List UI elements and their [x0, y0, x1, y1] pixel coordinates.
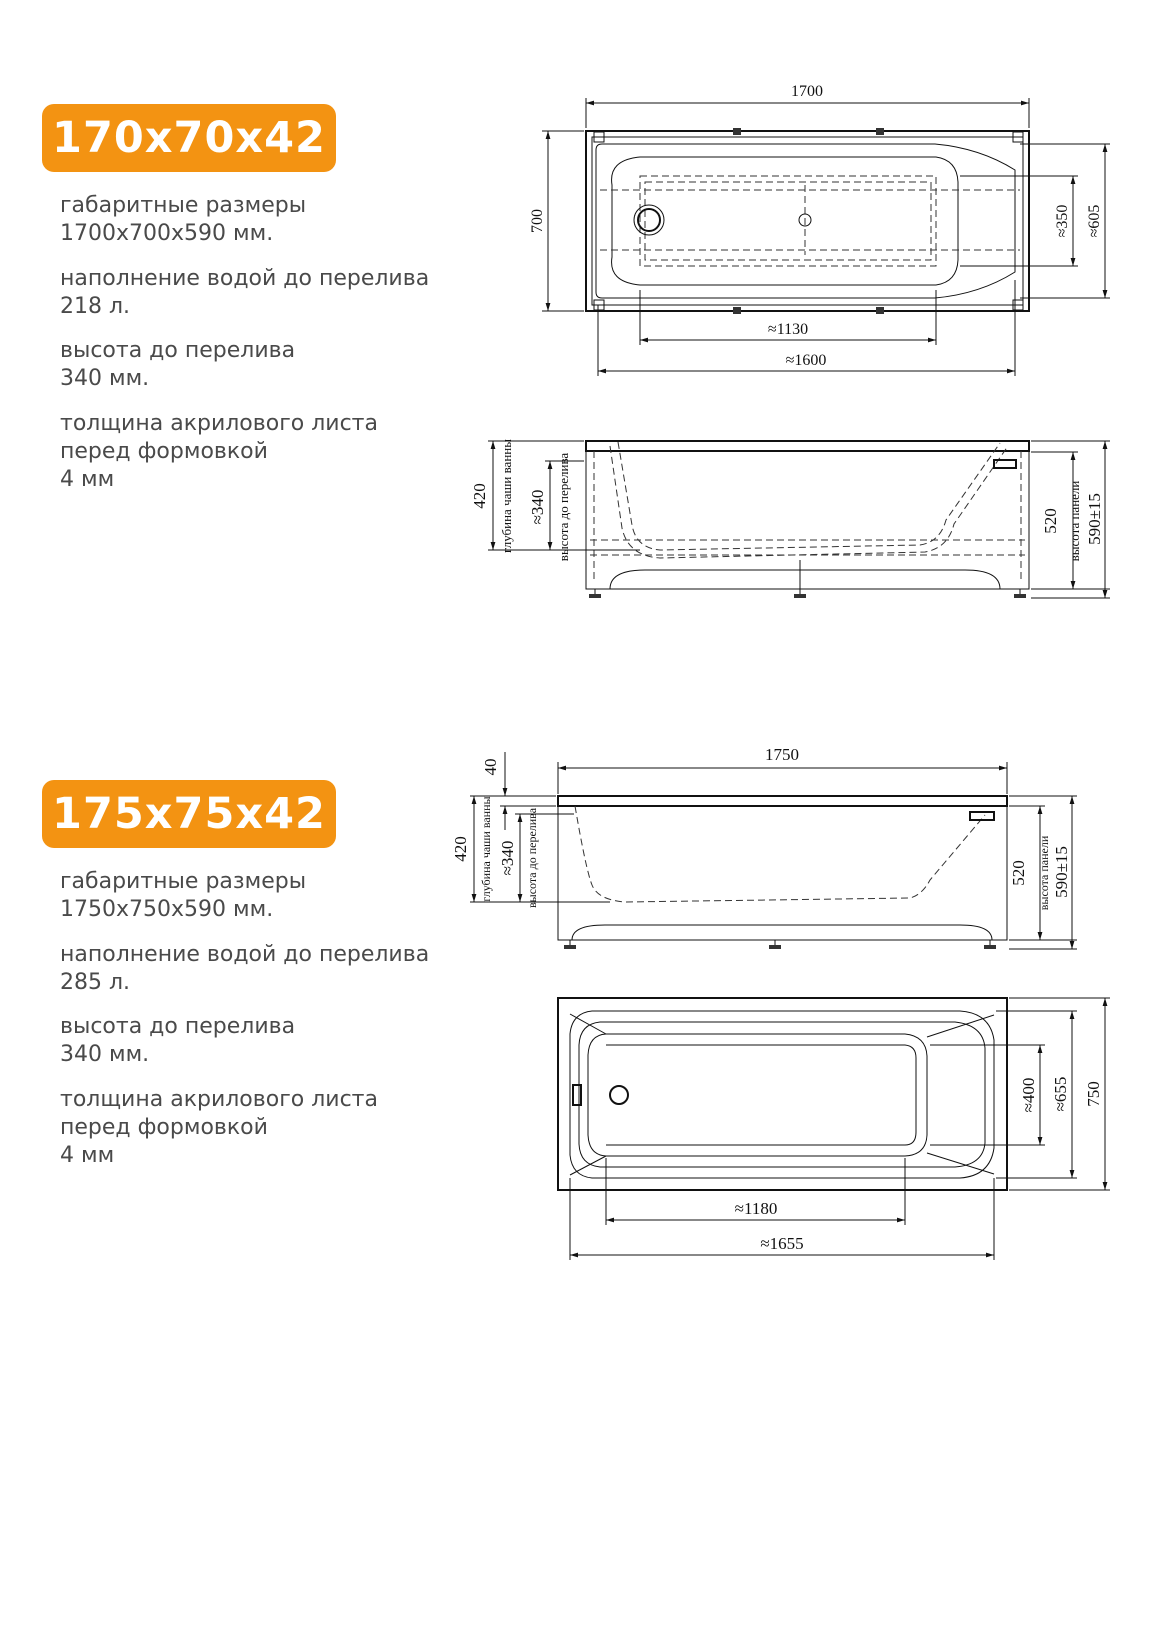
- dim-length: 1750: [765, 745, 799, 764]
- dim-width: 750: [1084, 1081, 1103, 1107]
- dim-inner-length: ≈1130: [767, 321, 809, 338]
- bath-1-top-view: [529, 83, 1110, 376]
- dim-bowl-length: ≈1655: [760, 1234, 804, 1253]
- dim-total-height: 590±15: [1052, 846, 1071, 898]
- label-bowl-depth: глубина чаши ванны: [499, 439, 514, 553]
- label-panel-height: высота панели: [1037, 835, 1051, 911]
- model-size-badge: 175x75x42: [42, 780, 336, 848]
- dim-depth: 420: [451, 836, 470, 862]
- dim-panel: 520: [1009, 860, 1028, 886]
- dim-overflow: ≈340: [528, 489, 547, 525]
- dim-bowl-width: ≈655: [1051, 1076, 1070, 1112]
- label-bowl-depth: глубина чаши ванны: [479, 796, 493, 902]
- model-size-badge: 170x70x42: [42, 104, 336, 172]
- bath-1-side-view: [470, 439, 1110, 598]
- dim-total-height: 590±15: [1085, 493, 1104, 545]
- dim-bowl-length: ≈1600: [785, 352, 827, 369]
- dim-depth: 420: [470, 483, 489, 509]
- dim-rim: 40: [481, 758, 500, 776]
- dim-width: 700: [529, 209, 546, 233]
- label-overflow-height: высота до перелива: [556, 452, 571, 562]
- dim-panel: 520: [1041, 508, 1060, 534]
- spec-acrylic-thickness: толщина акрилового листа перед формовкой 4 мм: [60, 411, 378, 492]
- bath-2-side-view: [451, 745, 1077, 949]
- spec-dimensions: габаритные размеры 1750х750х590 мм.: [60, 869, 307, 922]
- dim-overflow: ≈340: [498, 840, 517, 876]
- spec-water-volume: наполнение водой до перелива 285 л.: [60, 942, 430, 995]
- spec-overflow-height: высота до перелива 340 мм.: [60, 338, 296, 391]
- spec-dimensions: габаритные размеры 1700х700х590 мм.: [60, 193, 307, 246]
- dim-bowl-width: ≈605: [1086, 204, 1103, 238]
- label-overflow-height: высота до перелива: [525, 807, 539, 909]
- dim-inner-width: ≈400: [1019, 1077, 1038, 1113]
- label-panel-height: высота панели: [1067, 480, 1082, 562]
- bath-2-top-view: [558, 998, 1110, 1260]
- dim-inner-length: ≈1180: [734, 1199, 778, 1218]
- spec-acrylic-thickness: толщина акрилового листа перед формовкой 4 мм: [60, 1087, 378, 1168]
- spec-overflow-height: высота до перелива 340 мм.: [60, 1014, 296, 1067]
- dim-length: 1700: [791, 83, 823, 100]
- spec-water-volume: наполнение водой до перелива 218 л.: [60, 266, 430, 319]
- dim-inner-width: ≈350: [1054, 204, 1071, 238]
